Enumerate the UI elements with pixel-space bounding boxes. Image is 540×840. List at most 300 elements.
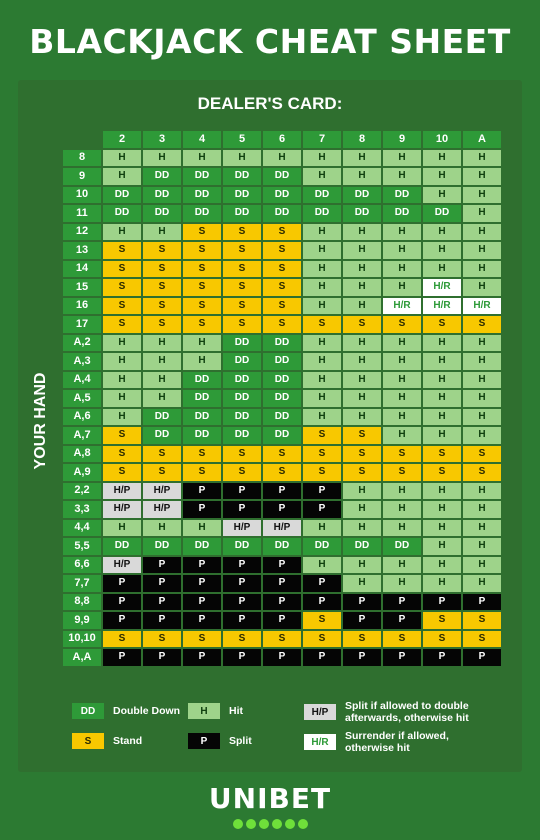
move-cell: H — [422, 482, 462, 501]
move-cell: DD — [222, 204, 262, 223]
legend-double-down — [72, 703, 180, 719]
move-cell: DD — [382, 186, 422, 205]
move-cell: S — [302, 315, 342, 334]
move-cell: S — [222, 260, 262, 279]
move-cell: S — [222, 297, 262, 316]
move-cell: P — [302, 574, 342, 593]
dealer-card-header: A — [462, 130, 502, 149]
move-cell: H — [342, 556, 382, 575]
move-cell: DD — [102, 186, 142, 205]
move-cell: P — [222, 500, 262, 519]
dealer-card-header: 6 — [262, 130, 302, 149]
move-cell: S — [102, 315, 142, 334]
move-cell: H — [302, 241, 342, 260]
move-cell: S — [182, 445, 222, 464]
move-cell: DD — [142, 426, 182, 445]
move-cell: H — [302, 371, 342, 390]
move-cell: P — [422, 593, 462, 612]
move-cell: P — [142, 556, 182, 575]
move-cell: P — [142, 593, 182, 612]
move-cell: P — [342, 648, 382, 667]
move-cell: H — [302, 352, 342, 371]
move-cell: P — [222, 648, 262, 667]
move-cell: S — [422, 315, 462, 334]
move-cell: DD — [262, 389, 302, 408]
move-cell: P — [222, 482, 262, 501]
move-cell: H — [102, 334, 142, 353]
brand-dot — [298, 819, 308, 829]
move-cell: H — [382, 334, 422, 353]
your-hand-label: YOUR HAND — [32, 372, 49, 470]
move-cell: DD — [142, 408, 182, 427]
page-title: BLACKJACK CHEAT SHEET — [29, 22, 511, 61]
move-cell: H — [182, 519, 222, 538]
move-cell: S — [102, 463, 142, 482]
move-cell: P — [142, 611, 182, 630]
move-cell: H — [102, 149, 142, 168]
move-cell: H — [342, 352, 382, 371]
move-cell: S — [182, 297, 222, 316]
move-cell: H — [382, 278, 422, 297]
move-cell: H — [462, 556, 502, 575]
move-cell: H — [422, 260, 462, 279]
move-cell: H — [422, 352, 462, 371]
move-cell: H — [462, 278, 502, 297]
move-cell: S — [222, 315, 262, 334]
move-cell: H — [382, 149, 422, 168]
hand-row-header: 9,9 — [62, 611, 102, 630]
move-cell: S — [262, 445, 302, 464]
move-cell: P — [262, 482, 302, 501]
move-cell: H — [182, 149, 222, 168]
hand-row-header: 3,3 — [62, 500, 102, 519]
move-cell: S — [142, 260, 182, 279]
move-cell: S — [182, 223, 222, 242]
hand-row-header: A,5 — [62, 389, 102, 408]
move-cell: S — [182, 260, 222, 279]
dealer-card-label: DEALER'S CARD: — [197, 94, 343, 113]
move-cell: H — [422, 389, 462, 408]
move-cell: DD — [182, 186, 222, 205]
move-cell: H — [382, 352, 422, 371]
move-cell: P — [182, 500, 222, 519]
move-cell: DD — [262, 167, 302, 186]
move-cell: H — [382, 482, 422, 501]
move-cell: H — [342, 482, 382, 501]
legend-swatch-stand: S — [72, 733, 104, 749]
move-cell: S — [342, 630, 382, 649]
move-cell: S — [422, 630, 462, 649]
move-cell: DD — [222, 371, 262, 390]
move-cell: H — [142, 371, 182, 390]
move-cell: H/P — [102, 556, 142, 575]
move-cell: H — [142, 519, 182, 538]
move-cell: H — [102, 352, 142, 371]
legend-swatch-double-down: DD — [72, 703, 104, 719]
move-cell: H/P — [102, 482, 142, 501]
move-cell: S — [422, 611, 462, 630]
move-cell: P — [262, 593, 302, 612]
hand-row-header: 7,7 — [62, 574, 102, 593]
hand-row-header: 15 — [62, 278, 102, 297]
move-cell: H — [182, 334, 222, 353]
hand-row-header: 2,2 — [62, 482, 102, 501]
move-cell: DD — [262, 186, 302, 205]
move-cell: DD — [222, 537, 262, 556]
move-cell: DD — [182, 167, 222, 186]
move-cell: P — [142, 574, 182, 593]
move-cell: P — [462, 648, 502, 667]
move-cell: DD — [342, 204, 382, 223]
move-cell: H/R — [422, 278, 462, 297]
move-cell: S — [342, 445, 382, 464]
legend-text-split-if-allowed — [345, 700, 469, 724]
move-cell: P — [302, 648, 342, 667]
move-cell: DD — [382, 204, 422, 223]
legend-split — [188, 733, 252, 749]
hand-row-header: 14 — [62, 260, 102, 279]
move-cell: P — [182, 574, 222, 593]
move-cell: S — [462, 315, 502, 334]
move-cell: H — [462, 574, 502, 593]
move-cell: DD — [182, 537, 222, 556]
move-cell: H — [262, 149, 302, 168]
hand-row-header: 9 — [62, 167, 102, 186]
move-cell: H — [302, 519, 342, 538]
move-cell: H — [222, 149, 262, 168]
move-cell: DD — [182, 408, 222, 427]
move-cell: DD — [262, 334, 302, 353]
legend-text-line: afterwards, otherwise hit — [345, 712, 469, 725]
move-cell: S — [302, 445, 342, 464]
move-cell: DD — [222, 334, 262, 353]
hand-row-header: A,9 — [62, 463, 102, 482]
move-cell: DD — [222, 408, 262, 427]
move-cell: H — [382, 426, 422, 445]
hand-row-header: 16 — [62, 297, 102, 316]
move-cell: S — [302, 463, 342, 482]
legend-split-if-allowed — [304, 700, 469, 724]
hand-row-header: A,A — [62, 648, 102, 667]
dealer-card-header: 7 — [302, 130, 342, 149]
move-cell: H — [142, 149, 182, 168]
move-cell: P — [182, 482, 222, 501]
move-cell: DD — [302, 537, 342, 556]
move-cell: P — [382, 648, 422, 667]
move-cell: H — [342, 167, 382, 186]
hand-row-header: 5,5 — [62, 537, 102, 556]
move-cell: P — [422, 648, 462, 667]
move-cell: P — [382, 611, 422, 630]
brand-dots — [233, 819, 308, 829]
move-cell: H — [102, 371, 142, 390]
legend-text-line: Surrender if allowed, — [345, 730, 449, 742]
hand-row-header: A,3 — [62, 352, 102, 371]
move-cell: S — [142, 630, 182, 649]
move-cell: S — [302, 426, 342, 445]
move-cell: S — [262, 241, 302, 260]
move-cell: H — [342, 278, 382, 297]
move-cell: H — [342, 297, 382, 316]
move-cell: S — [102, 297, 142, 316]
move-cell: H — [422, 408, 462, 427]
move-cell: DD — [262, 537, 302, 556]
move-cell: S — [102, 278, 142, 297]
move-cell: P — [262, 648, 302, 667]
strategy-table — [62, 130, 502, 667]
move-cell: DD — [142, 537, 182, 556]
legend-text-double-down: Double Down — [113, 704, 181, 717]
move-cell: H — [422, 426, 462, 445]
move-cell: S — [142, 463, 182, 482]
move-cell: DD — [182, 426, 222, 445]
move-cell: S — [302, 630, 342, 649]
move-cell: DD — [262, 204, 302, 223]
move-cell: H — [302, 408, 342, 427]
move-cell: H — [302, 389, 342, 408]
move-cell: P — [302, 500, 342, 519]
move-cell: H — [142, 223, 182, 242]
legend-hit — [188, 703, 243, 719]
move-cell: S — [262, 260, 302, 279]
move-cell: DD — [182, 371, 222, 390]
legend-swatch-hit-split: H/P — [304, 704, 336, 720]
move-cell: DD — [222, 186, 262, 205]
move-cell: S — [262, 630, 302, 649]
move-cell: DD — [142, 167, 182, 186]
move-cell: DD — [222, 426, 262, 445]
move-cell: H — [382, 519, 422, 538]
move-cell: S — [382, 463, 422, 482]
legend-stand — [72, 733, 142, 749]
move-cell: S — [142, 241, 182, 260]
move-cell: H — [422, 186, 462, 205]
move-cell: H — [342, 241, 382, 260]
move-cell: S — [262, 223, 302, 242]
move-cell: S — [302, 611, 342, 630]
move-cell: P — [382, 593, 422, 612]
move-cell: H/P — [102, 500, 142, 519]
move-cell: S — [102, 426, 142, 445]
move-cell: S — [182, 630, 222, 649]
move-cell: H — [462, 167, 502, 186]
move-cell: S — [382, 315, 422, 334]
move-cell: S — [462, 445, 502, 464]
move-cell: H — [302, 334, 342, 353]
move-cell: S — [342, 315, 382, 334]
move-cell: H — [422, 556, 462, 575]
move-cell: H — [462, 426, 502, 445]
move-cell: S — [342, 426, 382, 445]
move-cell: H — [102, 408, 142, 427]
move-cell: H — [302, 167, 342, 186]
hand-row-header: A,4 — [62, 371, 102, 390]
move-cell: DD — [422, 204, 462, 223]
move-cell: H/R — [462, 297, 502, 316]
move-cell: H — [102, 519, 142, 538]
move-cell: DD — [102, 204, 142, 223]
legend-text-line: Split if allowed to double — [345, 700, 469, 712]
move-cell: H — [342, 500, 382, 519]
move-cell: H — [142, 334, 182, 353]
move-cell: S — [262, 297, 302, 316]
move-cell: H — [382, 556, 422, 575]
move-cell: P — [302, 482, 342, 501]
move-cell: S — [262, 278, 302, 297]
move-cell: DD — [142, 186, 182, 205]
move-cell: H — [302, 556, 342, 575]
move-cell: H — [422, 223, 462, 242]
move-cell: P — [102, 611, 142, 630]
move-cell: DD — [302, 204, 342, 223]
move-cell: H/P — [262, 519, 302, 538]
brand-dot — [233, 819, 243, 829]
move-cell: DD — [262, 352, 302, 371]
legend-swatch-hit: H — [188, 703, 220, 719]
dealer-card-header: 5 — [222, 130, 262, 149]
move-cell: DD — [342, 186, 382, 205]
move-cell: H/P — [222, 519, 262, 538]
move-cell: S — [182, 241, 222, 260]
move-cell: H — [382, 223, 422, 242]
move-cell: S — [462, 630, 502, 649]
dealer-card-header: 8 — [342, 130, 382, 149]
brand-logo: UNIBET — [208, 782, 332, 815]
move-cell: H — [342, 371, 382, 390]
move-cell: H — [422, 537, 462, 556]
move-cell: H/R — [422, 297, 462, 316]
move-cell: H — [182, 352, 222, 371]
move-cell: S — [462, 611, 502, 630]
brand-dot — [272, 819, 282, 829]
move-cell: P — [102, 648, 142, 667]
move-cell: P — [102, 593, 142, 612]
move-cell: H — [462, 408, 502, 427]
move-cell: S — [142, 278, 182, 297]
legend-swatch-split: P — [188, 733, 220, 749]
move-cell: S — [422, 463, 462, 482]
move-cell: H/R — [382, 297, 422, 316]
legend-text-stand: Stand — [113, 734, 143, 747]
move-cell: H — [142, 352, 182, 371]
move-cell: P — [222, 611, 262, 630]
legend-text-line: otherwise hit — [345, 742, 410, 755]
move-cell: H — [462, 482, 502, 501]
move-cell: H — [302, 149, 342, 168]
move-cell: S — [142, 445, 182, 464]
hand-row-header: A,8 — [62, 445, 102, 464]
move-cell: H — [382, 574, 422, 593]
hand-row-header: 10 — [62, 186, 102, 205]
legend-surrender — [304, 730, 449, 754]
move-cell: H — [342, 223, 382, 242]
move-cell: H — [302, 260, 342, 279]
move-cell: S — [262, 315, 302, 334]
move-cell: H — [422, 149, 462, 168]
move-cell: H — [342, 408, 382, 427]
move-cell: H — [102, 389, 142, 408]
move-cell: P — [462, 593, 502, 612]
move-cell: DD — [342, 537, 382, 556]
move-cell: P — [262, 574, 302, 593]
move-cell: H — [462, 260, 502, 279]
move-cell: S — [102, 241, 142, 260]
brand-dot — [246, 819, 256, 829]
move-cell: P — [182, 611, 222, 630]
move-cell: S — [222, 278, 262, 297]
hand-row-header: 8 — [62, 149, 102, 168]
move-cell: H — [342, 334, 382, 353]
move-cell: S — [222, 630, 262, 649]
move-cell: H — [302, 223, 342, 242]
hand-row-header: A,6 — [62, 408, 102, 427]
move-cell: H — [102, 223, 142, 242]
move-cell: S — [382, 630, 422, 649]
dealer-card-header: 2 — [102, 130, 142, 149]
move-cell: H — [462, 149, 502, 168]
move-cell: H — [422, 334, 462, 353]
move-cell: H — [462, 500, 502, 519]
move-cell: S — [142, 297, 182, 316]
move-cell: H — [462, 371, 502, 390]
move-cell: H — [422, 241, 462, 260]
move-cell: DD — [182, 204, 222, 223]
move-cell: S — [102, 630, 142, 649]
move-cell: H — [382, 500, 422, 519]
move-cell: S — [262, 463, 302, 482]
move-cell: DD — [382, 537, 422, 556]
dealer-card-header: 3 — [142, 130, 182, 149]
move-cell: H — [382, 389, 422, 408]
move-cell: H — [382, 260, 422, 279]
move-cell: DD — [142, 204, 182, 223]
move-cell: S — [382, 445, 422, 464]
move-cell: H — [102, 167, 142, 186]
legend-swatch-hit-surrender: H/R — [304, 734, 336, 750]
move-cell: H — [302, 278, 342, 297]
move-cell: DD — [102, 537, 142, 556]
hand-row-header: 10,10 — [62, 630, 102, 649]
move-cell: P — [342, 593, 382, 612]
hand-row-header: 17 — [62, 315, 102, 334]
move-cell: H — [462, 241, 502, 260]
move-cell: S — [102, 445, 142, 464]
move-cell: S — [462, 463, 502, 482]
move-cell: P — [222, 593, 262, 612]
hand-row-header: 8,8 — [62, 593, 102, 612]
dealer-card-header: 4 — [182, 130, 222, 149]
move-cell: P — [222, 556, 262, 575]
move-cell: P — [102, 574, 142, 593]
move-cell: H — [462, 519, 502, 538]
move-cell: H/P — [142, 500, 182, 519]
hand-row-header: A,2 — [62, 334, 102, 353]
move-cell: S — [222, 445, 262, 464]
move-cell: H — [422, 167, 462, 186]
move-cell: S — [422, 445, 462, 464]
dealer-card-header: 10 — [422, 130, 462, 149]
move-cell: DD — [222, 167, 262, 186]
legend — [72, 700, 512, 760]
move-cell: H — [462, 186, 502, 205]
move-cell: H — [382, 241, 422, 260]
move-cell: P — [222, 574, 262, 593]
move-cell: S — [182, 278, 222, 297]
move-cell: P — [262, 611, 302, 630]
move-cell: P — [182, 593, 222, 612]
move-cell: P — [182, 648, 222, 667]
move-cell: P — [342, 611, 382, 630]
